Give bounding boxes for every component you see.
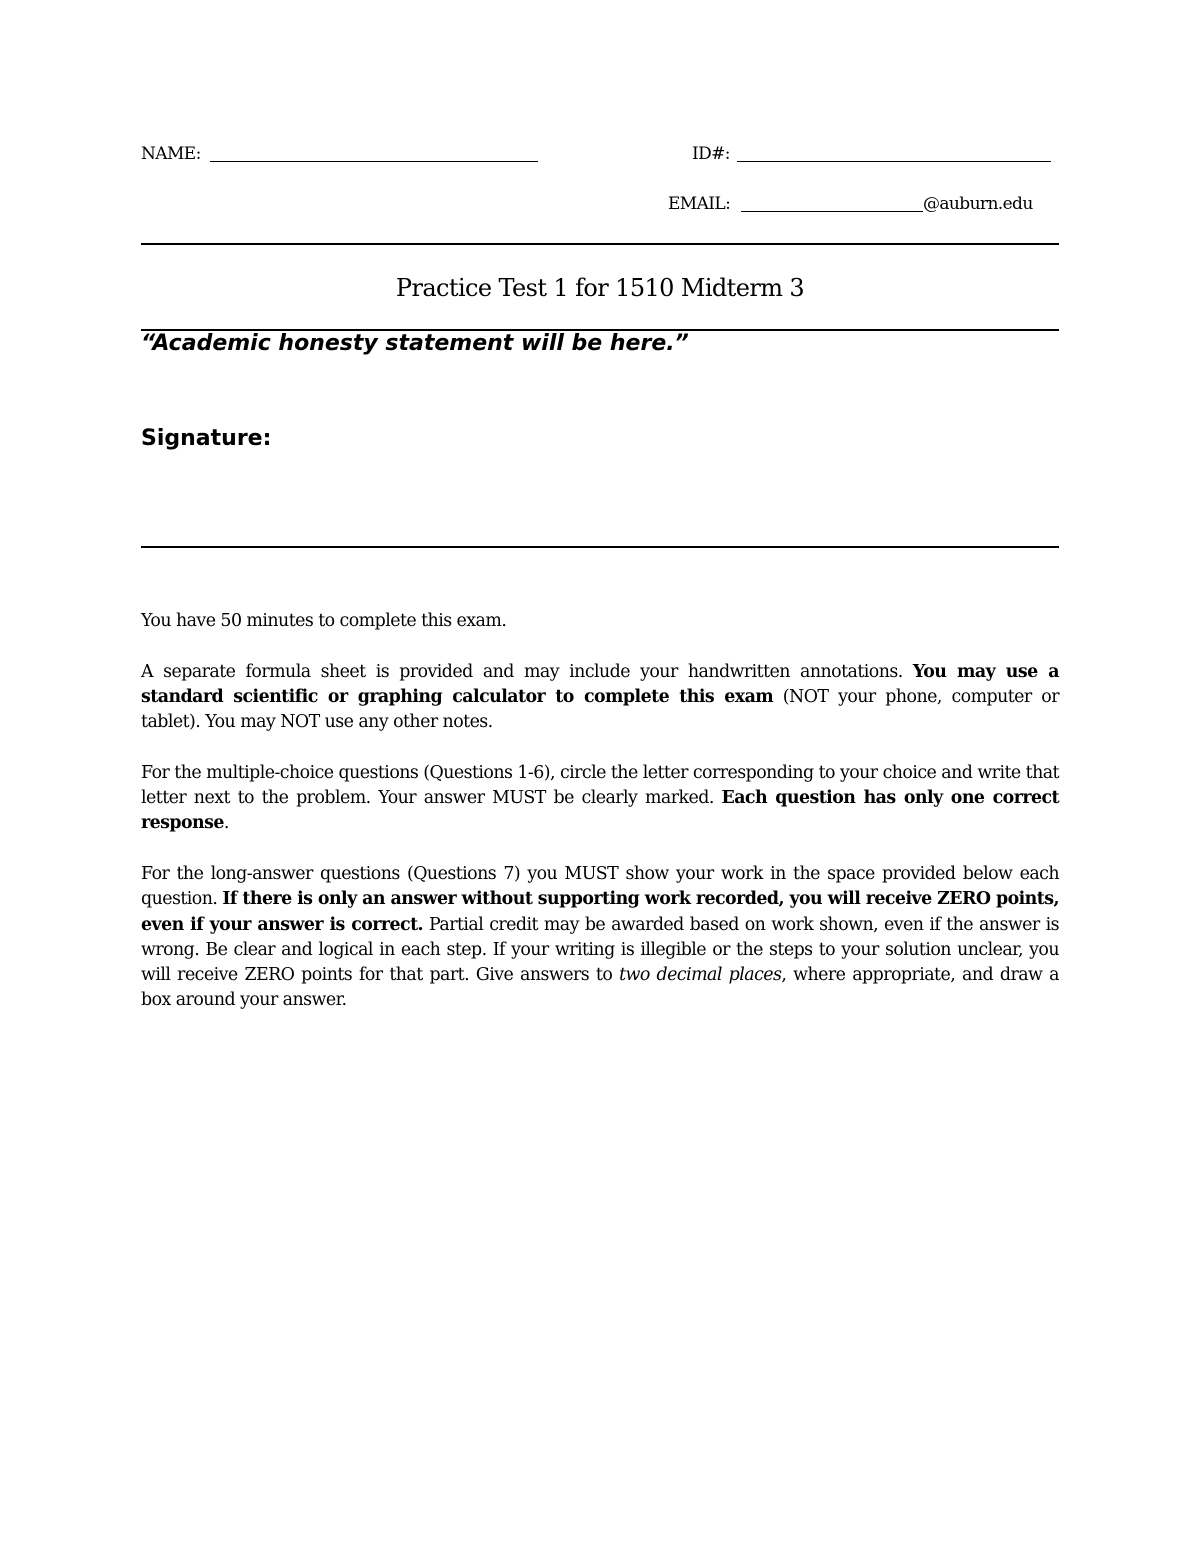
instruction-calculator-note: (NOT your phone, computer or tablet). You may NOT use any other notes. bbox=[141, 686, 1059, 733]
email-domain: @auburn.edu bbox=[923, 194, 1033, 214]
instruction-zero-points-bold: If there is only an answer without supporting work recorded, you will receive ZERO points, even if your answer is correct. bbox=[141, 889, 1059, 935]
honesty-statement: “Academic honesty statement will be here.” bbox=[141, 331, 689, 356]
email-blank-line bbox=[741, 211, 923, 212]
name-blank-line bbox=[210, 161, 538, 162]
instructions bbox=[141, 609, 1059, 1039]
instruction-formula-sheet-text: A separate formula sheet is provided and may include your handwritten annotations. bbox=[141, 661, 913, 682]
name-label: NAME: bbox=[141, 144, 201, 164]
instruction-long-answer-text: For the long-answer questions (Questions 7) you MUST show your work in the space provided below each question. bbox=[141, 863, 1059, 910]
signature-label: Signature: bbox=[141, 426, 272, 451]
instruction-long-answer bbox=[141, 862, 1059, 1014]
page-title: Practice Test 1 for 1510 Midterm 3 bbox=[395, 274, 805, 302]
instruction-multiple-choice-text: For the multiple-choice questions (Questions 1-6), circle the letter corresponding to your choice and write that letter next to the problem. Your answer MUST be clearly marked. bbox=[141, 762, 1059, 809]
email-label: EMAIL: bbox=[668, 194, 731, 214]
instruction-time-limit: You have 50 minutes to complete this exam. bbox=[141, 611, 507, 631]
instruction-decimal-places-italic: two decimal places bbox=[619, 965, 782, 986]
instruction-multiple-choice bbox=[141, 761, 1059, 837]
instruction-long-answer-end: , where appropriate, and draw a box around your answer. bbox=[141, 965, 1059, 1011]
header-rule bbox=[141, 243, 1059, 245]
instruction-partial-credit: Partial credit may be awarded based on work shown, even if the answer is wrong. Be clear and logical in each step. If your writing is illegible or the steps to your solution unclear, you will receive ZERO points for that part. Give answers to bbox=[141, 914, 1060, 986]
instruction-formula-sheet bbox=[141, 660, 1059, 736]
instruction-one-correct-bold: Each question has only one correct response bbox=[141, 788, 1059, 834]
id-blank-line bbox=[737, 161, 1051, 162]
instruction-multiple-choice-end: . bbox=[223, 813, 229, 834]
id-label: ID#: bbox=[692, 144, 730, 164]
signature-rule bbox=[141, 546, 1059, 548]
instruction-calculator-bold: You may use a standard scientific or graphing calculator to complete this exam bbox=[141, 661, 1060, 707]
